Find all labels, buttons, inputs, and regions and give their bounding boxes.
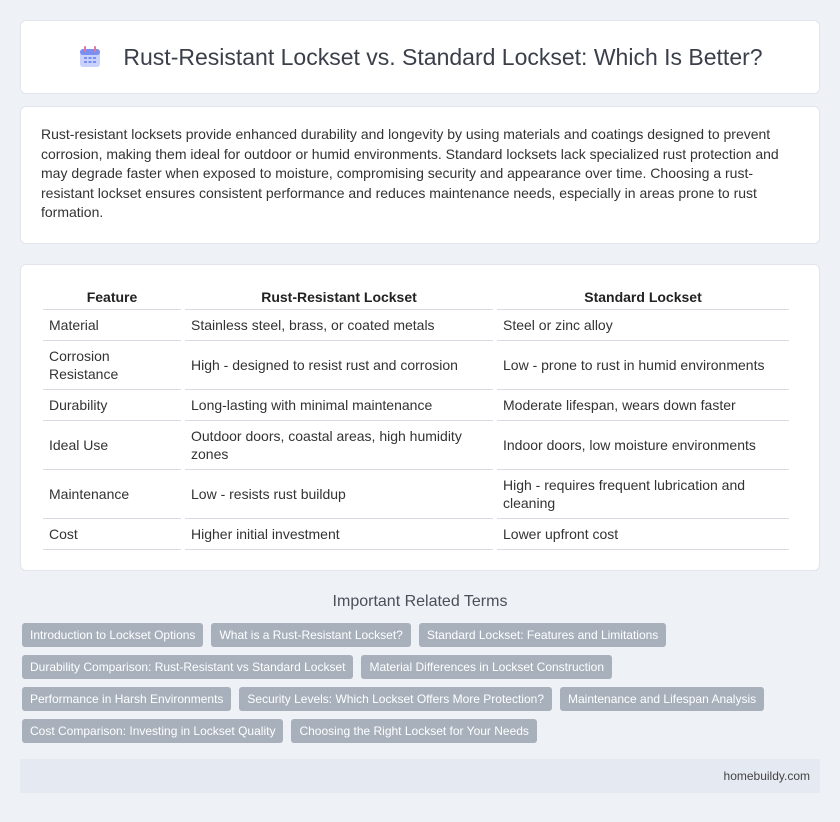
header-feature: Feature <box>43 287 181 310</box>
cell-standard: Moderate lifespan, wears down faster <box>497 390 789 421</box>
cell-feature: Corrosion Resistance <box>43 341 181 390</box>
related-tag[interactable]: Choosing the Right Lockset for Your Needs <box>291 719 536 743</box>
header-standard: Standard Lockset <box>497 287 789 310</box>
cell-standard: Lower upfront cost <box>497 519 789 550</box>
cell-rust-resistant: Outdoor doors, coastal areas, high humidity zones <box>185 421 493 470</box>
cell-rust-resistant: Low - resists rust buildup <box>185 470 493 519</box>
cell-standard: Low - prone to rust in humid environments <box>497 341 789 390</box>
table-row <box>43 390 789 421</box>
related-tag[interactable]: Security Levels: Which Lockset Offers More Protection? <box>239 687 552 711</box>
cell-standard: Indoor doors, low moisture environments <box>497 421 789 470</box>
related-tag[interactable]: Durability Comparison: Rust-Resistant vs Standard Lockset <box>22 655 353 679</box>
related-tag[interactable]: Introduction to Lockset Options <box>22 623 203 647</box>
cell-rust-resistant: Higher initial investment <box>185 519 493 550</box>
related-terms-title: Important Related Terms <box>332 592 508 610</box>
related-tags <box>22 623 820 751</box>
table-row <box>43 519 789 550</box>
cell-feature: Material <box>43 310 181 341</box>
header-rust-resistant: Rust-Resistant Lockset <box>185 287 493 310</box>
calendar-icon <box>77 44 103 70</box>
page-title: Rust-Resistant Lockset vs. Standard Lockset: Which Is Better? <box>123 43 763 70</box>
table-header-row <box>43 287 789 310</box>
cell-rust-resistant: Stainless steel, brass, or coated metals <box>185 310 493 341</box>
footer-site-link[interactable]: homebuildy.com <box>723 768 810 783</box>
table-row <box>43 341 789 390</box>
related-tag[interactable]: What is a Rust-Resistant Lockset? <box>211 623 410 647</box>
related-tag[interactable]: Standard Lockset: Features and Limitations <box>419 623 666 647</box>
table-row <box>43 421 789 470</box>
cell-feature: Ideal Use <box>43 421 181 470</box>
related-tag[interactable]: Performance in Harsh Environments <box>22 687 231 711</box>
comparison-table <box>39 287 793 550</box>
footer <box>20 759 820 793</box>
intro-section <box>20 106 820 244</box>
cell-standard: Steel or zinc alloy <box>497 310 789 341</box>
intro-paragraph: Rust-resistant locksets provide enhanced durability and longevity by using materials and coatings designed to prevent corrosion, making them ideal for outdoor or humid environments. Standard locksets lack specialized rust protection and may degrade faster when exposed to moisture, compromising security and appearance over time. Choosing a rust-resistant lockset ensures consistent performance and reduces maintenance needs, especially in areas prone to rust formation. <box>41 126 779 221</box>
cell-feature: Durability <box>43 390 181 421</box>
page-header <box>20 20 820 94</box>
related-tag[interactable]: Material Differences in Lockset Construction <box>361 655 612 679</box>
related-tag[interactable]: Cost Comparison: Investing in Lockset Quality <box>22 719 283 743</box>
related-tag[interactable]: Maintenance and Lifespan Analysis <box>560 687 764 711</box>
cell-rust-resistant: Long-lasting with minimal maintenance <box>185 390 493 421</box>
cell-feature: Cost <box>43 519 181 550</box>
cell-rust-resistant: High - designed to resist rust and corrosion <box>185 341 493 390</box>
cell-feature: Maintenance <box>43 470 181 519</box>
comparison-table-card <box>20 264 820 571</box>
table-row <box>43 470 789 519</box>
cell-standard: High - requires frequent lubrication and cleaning <box>497 470 789 519</box>
table-row <box>43 310 789 341</box>
